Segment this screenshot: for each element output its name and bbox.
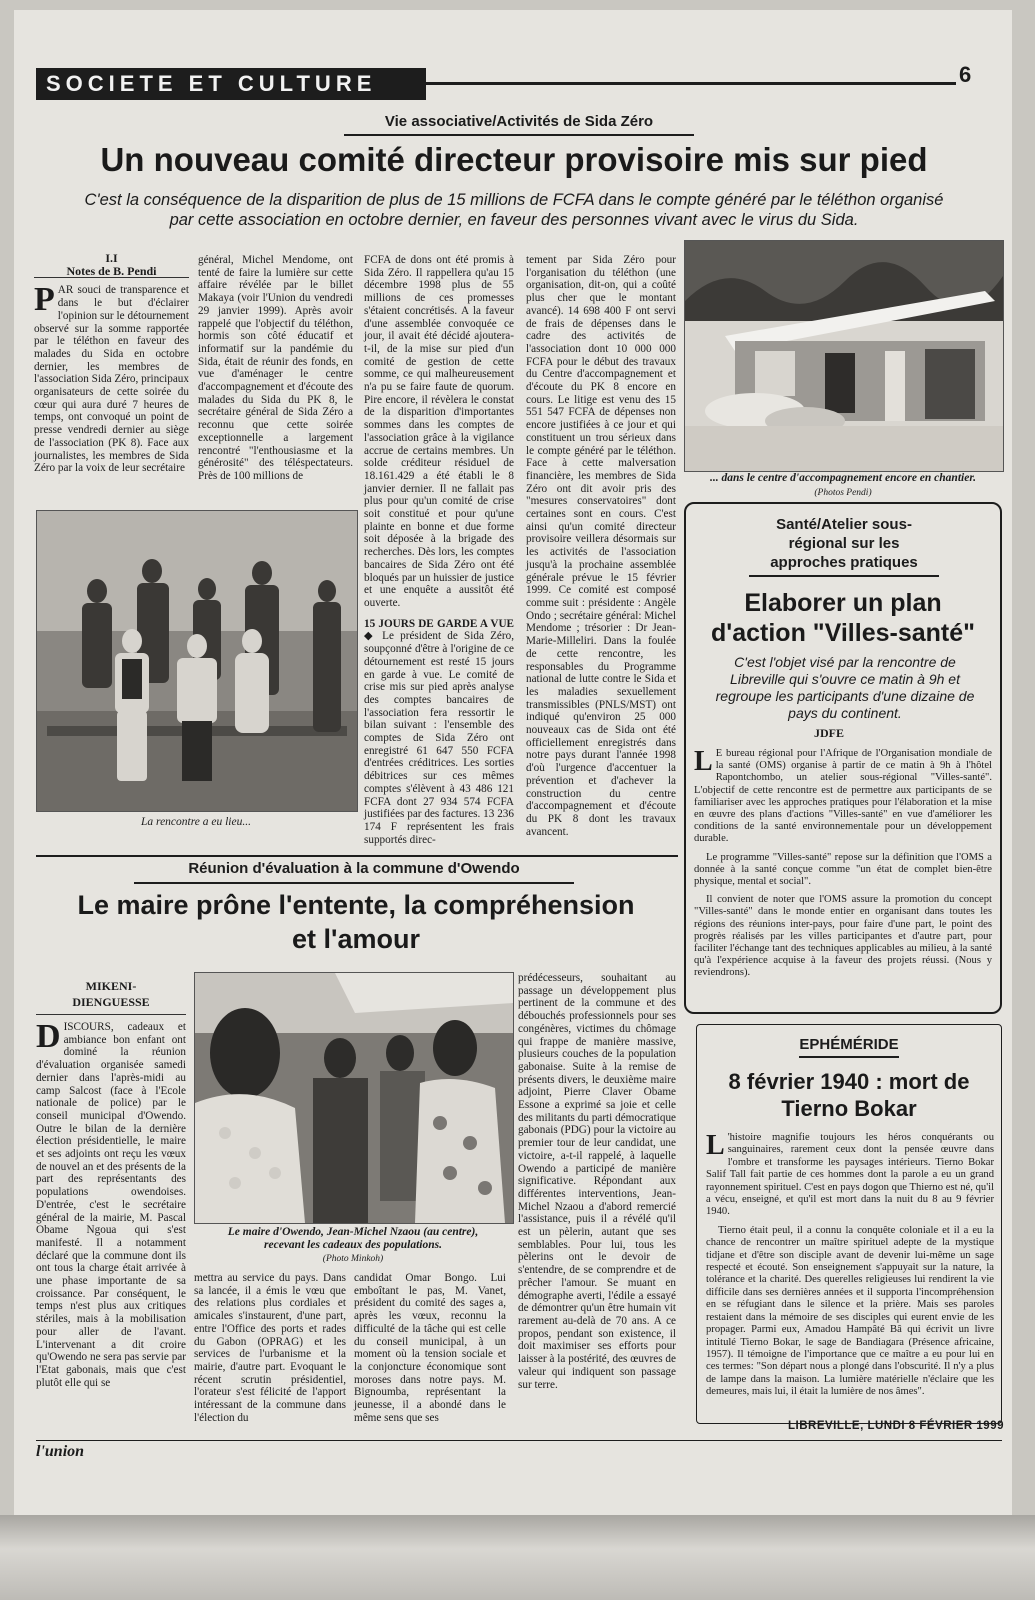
article2-column-3: candidat Omar Bongo. Lui emboîtant le pas, M. Vanet, président du comité des sages a, après les vœux, reconnu la difficulté de la tâche qui est celle du conseil municipal, à un moment où la tension sociale et la conjoncture économique sont moroses dans notre pays. M. Bignoumba, représentant la jeunesse, il a abondé dans le même sens que ses xyxy=(354,1272,506,1424)
article2-title-line2: et l'amour xyxy=(292,924,420,954)
article1-title: Un nouveau comité directeur provisoire mis sur pied xyxy=(100,141,928,178)
article1-column-2: général, Michel Mendome, ont tenté de faire la lumière sur cette affaire révélée par le billet Makaya (voir l'Union du vendredi 29 janvier 1999). Après avoir rappelé que l'objectif du téléthon, hormis son côté éducatif et informatif sur la pandémie du Sida, était de réunir des fonds, en vue d'aménager le centre d'accompagnement et d'écoute des malades du Sida du PK 8, le secrétaire général de Sida Zéro a reconnu que cette soirée exceptionnelle a largement rencontré "l'enthousiasme et la générosité" des téléspectateurs. Près de 100 millions de xyxy=(198,254,353,482)
sante-title-line1: Elaborer un plan xyxy=(744,589,942,617)
article2-title xyxy=(36,888,676,956)
article1-column-4: tement par Sida Zéro pour l'organisation du téléthon (une organisation, dit-on, qui a coûté plus cher que le montant avancé). 14 698 400 F ont servi de frais de dépenses dans le cadre des activités de l'association dont 10 000 000 FCFA pour le début des travaux du Centre d'accompagnement et d'écoute du PK 8 encore en cours. Le litige est venu des 15 551 547 FCFA de dépenses non encore justifiées à ce jour et qui constituent un trou sérieux dans le compte généré par le téléthon. Face à cette malversation financière, les membres de Sida Zéro ont dit avoir pris des "mesures conservatoires" dont certaines sont en cours. C'est ainsi qu'un comité directeur provisoire veillera désormais sur les activités de l'association jusqu'à la prochaine assemblée générale prévue le 15 février 1999. Ce comité est composé comme suit : présidente : Angèle Ondo ; secrétaire général: Michel Mendome ; trésorier : Dr Jean-Marie-Milleliri. Dans la foulée de cette rencontre, les responsables du Programme national de lutte contre le Sida et les maladies sexuellement transmissibles (PNLS/MST) ont indiqué qu'environ 25 000 nouveaux cas de Sida ont été officiellement enregistrés dans notre pays durant l'année 1998 d'où l'urgence d'accentuer la prévention et d'achever la construction du centre d'accompagnement et d'écoute du PK 8 dont les travaux avancent. xyxy=(526,254,676,838)
meeting-photo xyxy=(36,510,358,812)
footer-rule xyxy=(36,1440,1002,1441)
article1-byline: Notes de B. Pendi xyxy=(34,265,189,279)
owendo-photo-image xyxy=(195,973,513,1223)
article1-column-1 xyxy=(34,252,189,475)
article2-byline-line2: DIENGUESSE xyxy=(72,995,150,1009)
sante-text3: Il convient de noter que l'OMS assure la promotion du concept "Villes-santé" dans le monde entier en organisant dans toutes les régions des réunions inter-pays, pour faire d'une part, le point des progrès réalisés par les villes participantes et d'autre part, pour faciliter l'échange tant des techniques applicables au milieu, à la santé qu'à l'expérience acquise à la faveur des projets réussi. (Nous y reviendrons). xyxy=(694,894,992,979)
article2-kicker: Réunion d'évaluation à la commune d'Owendo xyxy=(188,860,520,877)
article2-col1-text: ISCOURS, cadeaux et ambiance bon enfant ont dominé la réunion d'évaluation organisée samedi dernier dans l'après-midi au camp Salcost (face à l'Ecole nationale de police) par le conseil municipal d'Owendo. Outre le bilan de la dernière élection présidentielle, le maire et ses adjoints ont reçu les vœux de nouvel an et des présents de la part des représentants des populations owendoises. D'entrée, c'est le secrétaire général de la mairie, M. Pascal Obame Ngoua qui s'est manifesté. Il a notamment déclaré que la commune dont ils ont tous la charge était arrivée à une phase importante de sa croissance. Par conséquent, le temps n'est plus aux critiques stériles, mais à la mobilisation pour aller de l'avant. L'intervenant a dit croire qu'Owendo ne sera pas servie par l'Etat gabonais, mais que c'est plutôt elle qui se xyxy=(36,1021,186,1389)
footer-dateline: LIBREVILLE, LUNDI 8 FÉVRIER 1999 xyxy=(787,1420,1004,1432)
sante-kicker-line1: Santé/Atelier sous- xyxy=(776,516,912,533)
ephemeride-title-line2: Tierno Bokar xyxy=(781,1096,917,1121)
ephemeride-title-line1: 8 février 1940 : mort de xyxy=(728,1069,970,1094)
article1-dropcap: P xyxy=(34,281,55,319)
header-rule xyxy=(426,82,956,85)
newspaper-page xyxy=(14,10,1012,1515)
ephemeride-title xyxy=(698,1068,1000,1122)
sante-text2: Le programme "Villes-santé" repose sur la définition que l'OMS a donnée à la santé conçue comme "un état de complet bien-être physique, mental et social". xyxy=(694,851,992,888)
owendo-caption-line1: Le maire d'Owendo, Jean-Michel Nzaou (au centre), xyxy=(227,1226,479,1238)
meeting-photo-caption: La rencontre a eu lieu... xyxy=(141,816,251,828)
article1-kicker-rule xyxy=(344,134,694,136)
article1-col3-subhead: 15 JOURS DE GARDE A VUE ◆ xyxy=(364,617,514,643)
article1-column-3 xyxy=(364,254,514,846)
sante-kicker-rule xyxy=(749,575,939,577)
article1-col3-text: FCFA de dons ont été promis à Sida Zéro. Il rappellera qu'au 15 décembre 1998 plus de 55 millions de ces promesses s'étaient concrétisés. A la faveur d'une assemblée convoquée ce jour, il avait été décidé ajoutera-t-il, de la mise sur pied d'un comité de gestion de cette somme, ce qui malheureusement n'a pu se faire faute de quorum. Pire encore, il révèlera le constat de la disparition d'importantes sommes dans les comptes de l'association grâce à la vigilance accrue de certains membres. Un solde créditeur résiduel de 18.161.429 a été établi le 8 janvier dernier. Il ne fallait pas plus pour qu'un comité de crise soit constitué et pour qu'une plainte en bonne et due forme soit déposée à la brigade des recherches. Dès lors, les comptes bancaires de Sida Zéro ont été bloqués par un huissier de justice et une enquête a aussitôt été ouverte. xyxy=(364,254,514,609)
article1-kicker: Vie associative/Activités de Sida Zéro xyxy=(384,113,654,130)
ephemeride-text: 'histoire magnifie toujours les héros conquérants ou sanguinaires, rarement ceux dont la pensée œuvre dans l'ombre et transforme les paysages intérieurs. Tierno Bokar Salif Tall fait partie de ces hommes dont la parole a eu un grand rayonnement spirituel. C'est en pays dogon que Thierno est né, qu'il a vécu, enseigné, et qu'il est mort dans la nuit du 8 au 9 février 1940. xyxy=(706,1132,994,1218)
construction-photo xyxy=(684,240,1004,472)
sante-deck: C'est l'objet visé par la rencontre de Libreville qui s'ouvre ce matin à 9h et regroupe les participants d'une dizaine de pays du continent. xyxy=(715,654,975,721)
sante-kicker-line3: approches pratiques xyxy=(770,554,918,571)
article2-kicker-rule xyxy=(134,882,574,884)
ephemeride-kicker-rule xyxy=(799,1056,899,1058)
sante-kicker-line2: régional sur les xyxy=(788,535,900,552)
article2-title-line1: Le maire prône l'entente, la compréhension xyxy=(77,890,635,920)
article2-column-1 xyxy=(36,978,186,1389)
ephemeride-dropcap: L xyxy=(706,1130,725,1161)
article1-col1-text: AR souci de transparence et dans le but d'éclairer l'opinion sur le détournement observé sur la somme rapportée par le téléthon en faveur des malades du Sida en octobre dernier, les membres de l'association Sida Zéro, principaux organisateurs de cette soirée du cœur qui aura duré 7 heures de temps, ont convoqué un point de presse vendredi dernier au siège de l'association (PK 8). Face aux journalistes, les membres de Sida Zéro par la voix de leur secrétaire xyxy=(34,284,189,475)
owendo-photo-caption xyxy=(194,1226,512,1252)
sante-body xyxy=(694,748,992,980)
article2-column-4: prédécesseurs, souhaitant au passage un développement plus pertinent de la commune et des débouchés professionnels pour ses congénères, victimes du chômage qui frappe de manière massive, plusieurs couches de la population gabonaise. Suite à la remise de présents divers, le deuxième maire adjoint, Pierre Claver Obame Essone a exprimé sa joie et celle des militants du parti démocratique gabonais (PDG) pour la victoire au premier tour de leur candidat, une victoire, a-t-il rappelé, à laquelle Owendo a participé de manière significative. Répondant aux différentes interventions, Jean-Michel Nzaou a d'abord remercié l'assistance, puis il a révélé qu'il est un pèlerin, autant que ses semblables. Pour lui, tous les pèlerins ont le devoir de s'entendre, de se comprendre et de prêcher l'amour. Se muant en démographe averti, l'édile a essayé de démontrer qu'un être humain vit rarement au-delà de 70 ans. A ce propos, pendant son existence, il doit maximiser ses efforts pour laisser à la postérité, des œuvres de valeur qui indiquent son passage sur terre. xyxy=(518,972,676,1391)
sante-title-line2: d'action "Villes-santé" xyxy=(711,619,975,647)
article2-dropcap: D xyxy=(36,1018,61,1055)
owendo-photo xyxy=(194,972,514,1224)
sante-title xyxy=(689,588,997,648)
sante-text: E bureau régional pour l'Afrique de l'Organisation mondiale de la santé (OMS) organise à partir de ce matin à 9h à l'hôtel Rapontchombo, un atelier sous-régional "Villes-santé". L'objectif de cette rencontre est de permettre aux participants de se familiariser avec les approches pratiques pour l'élaboration et la mise en œuvre des plans d'actions "Villes-santé" en vue d'améliorer les conditions de la santé environnementale pour un développement durable. xyxy=(694,748,992,845)
construction-photo-caption: ... dans le centre d'accompagnement encore en chantier. xyxy=(709,472,977,484)
owendo-photo-credit: (Photo Minkoh) xyxy=(322,1254,384,1264)
footer-paper-name: l'union xyxy=(36,1443,85,1460)
construction-photo-credit: (Photos Pendi) xyxy=(814,488,872,498)
meeting-photo-image xyxy=(37,511,357,811)
page-bottom-shadow xyxy=(0,1515,1035,1600)
article2-column-2: mettra au service du pays. Dans sa lancée, il a émis le vœu que des relations plus cordiales et amicales s'instaurent, d'une part, entre l'Office des ports et rades du Gabon (OPRAG) et les services de l'urbanisme et la mairie, d'autre part. Evoquant le récent scrutin présidentiel, l'orateur s'est félicité de l'apport intéressant de la commune dans l'élection du xyxy=(194,1272,346,1424)
owendo-caption-line2: recevant les cadeaux des populations. xyxy=(264,1239,442,1251)
article1-col3-text2: Le président de Sida Zéro, soupçonné d'être à l'origine de ce détournement est resté 15 jours en garde à vue. Le comité de crise mis sur pied après analyse des comptes bancaires de l'association fera ressortir le bilan suivant : l'ensemble des comptes de Sida Zéro ont enregistré 61 647 550 FCFA d'entrées créditrices. Les sorties débitrices sur ces mêmes comptes s'élèvent à 43 486 121 FCFA dont 27 934 574 FCFA justifiées par des factures. 13 236 174 F représentent les frais supportés direc- xyxy=(364,630,515,846)
article1-deck-line2: par cette association en octobre dernier, en faveur des personnes vivant avec le virus du Sida. xyxy=(169,211,859,229)
section-banner: SOCIETE ET CULTURE xyxy=(36,68,426,100)
sante-kicker xyxy=(744,515,944,572)
ephemeride-body xyxy=(706,1132,994,1399)
article-divider xyxy=(36,855,678,857)
article2-byline-line1: MIKENI- xyxy=(85,979,137,993)
article1-deck-line1: C'est la conséquence de la disparition de plus de 15 millions de FCFA dans le compte généré par le téléthon organisé xyxy=(84,191,944,209)
ephemeride-kicker: EPHÉMÉRIDE xyxy=(799,1036,899,1053)
article2-byline xyxy=(36,978,186,1010)
page-number: 6 xyxy=(959,62,972,87)
sante-byline: JDFE xyxy=(814,726,844,740)
construction-photo-image xyxy=(685,241,1003,471)
sante-dropcap: L xyxy=(694,746,713,777)
article1-byline-top: I.I xyxy=(105,251,118,265)
ephemeride-text2: Tierno était peul, il a connu la conquête coloniale et il a eu la chance de rencontrer un maître spirituel adepte de la mystique tidjane et d'être son disciple avant de devenir lui-même un sage respecté et écouté. Son enseignement s'appuyait sur la nature, la tolérance et la charité. Des querelles religieuses lui rendirent la vie difficile dans ses dernières années et il supporta l'incompréhension en se réfugiant dans le silence et la prière. Mais ses paroles restaient dans la mémoire de ses disciples qui eurent envie de les propager. Parmi eux, Amadou Hampâté Bâ qui écrivit un livre intitulé Tierno Bokar, le sage de Bandiagara (Présence africaine, 1957). Il témoigne de l'importance que ce maître a eu pour lui en ces termes: "Son départ nous a plongé dans l'obscurité. Il n'y a plus de lampe dans la maison. La lumière matérielle n'éclaire que les demeures, mais lui, il était la lumière de nos âmes". xyxy=(706,1224,994,1398)
